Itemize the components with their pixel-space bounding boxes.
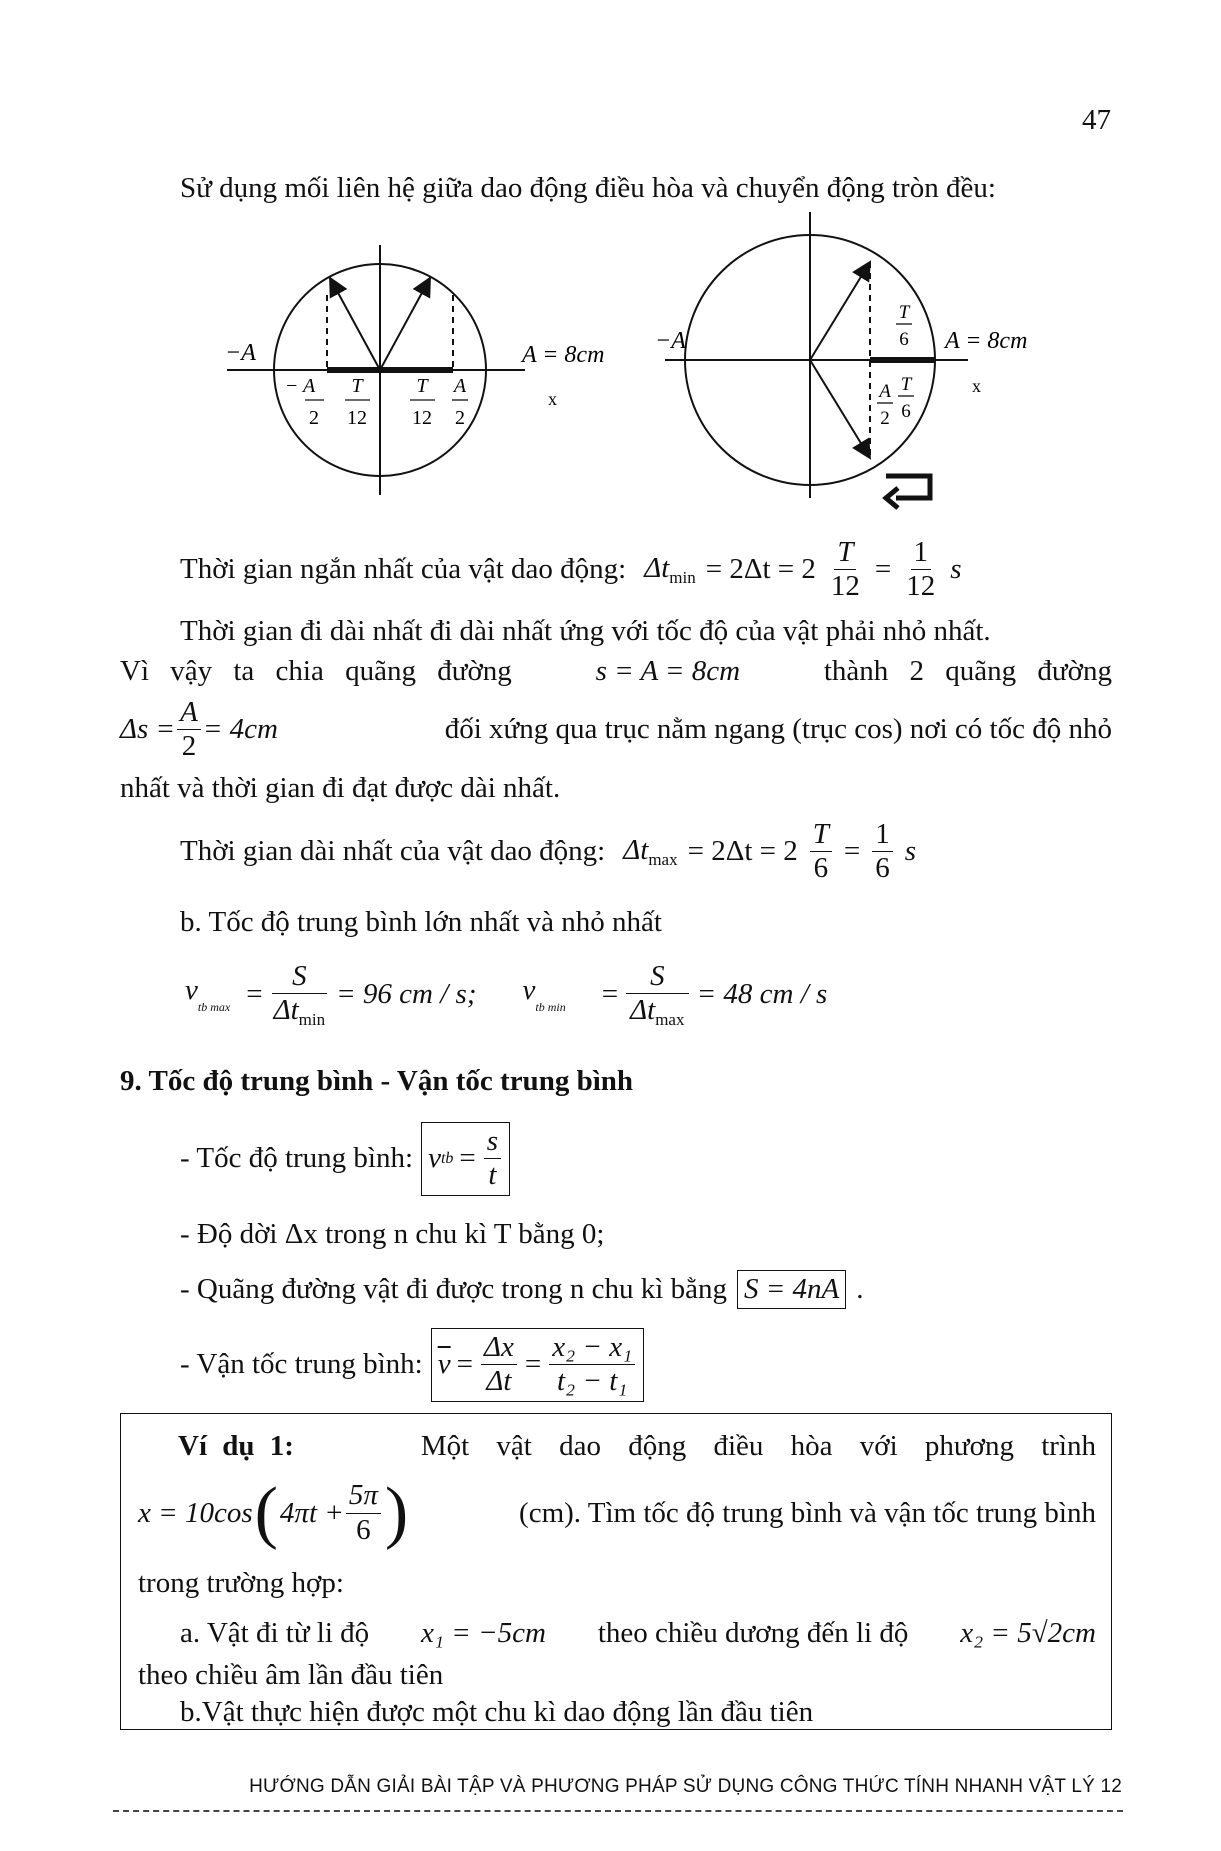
left-lbl-A-num: A [453,375,467,397]
vtb-v: v [428,1142,441,1175]
bullet-4-label: - Vận tốc trung bình: [180,1348,423,1381]
right-vector-up [810,262,870,360]
vtb-sub: tb [440,1149,454,1167]
para-long-3 [120,696,1112,764]
example-line2-rest: (cm). Tìm tốc độ trung bình và vận tốc trung bình [519,1496,1096,1529]
left-lbl-T-num: T [351,375,363,397]
ds-A: A [177,696,201,730]
vbar-box-formula: $\overline{v}$ = $\frac{\Delta x}{\Delta t}$ = $\frac{\text{x₂ − x₁}}{\text{t₂ − t₁}}$ [431,1328,644,1402]
shortest-dt: Δt [644,551,670,584]
example-part-a [180,1617,1096,1650]
longest-dt-sub: max [648,849,678,869]
shortest-time-row: Thời gian ngắn nhất của vật dao động: $\Delta t_{min}$ = 2Δt = 2 $\frac{T}{12}$ = $\frac{1}{12}$ s [180,536,962,603]
shortest-frac-1-12 [903,536,938,604]
vtb-frac [484,1125,501,1193]
longest-time-row: Thời gian dài nhất của vật dao động: $\Delta t_{max}$ = 2Δt = 2 $\frac{T}{6}$ = $\frac{1}{6}$ s [180,818,917,885]
example-eq-frac [346,1479,381,1547]
vmin-result: = 48 cm / s [696,978,828,1011]
section-title: 9. Tốc độ trung bình - Vận tốc trung bình [120,1065,634,1097]
para-long-2-text: Vì vậy ta chia quãng đường [120,655,512,687]
para-long-4: nhất và thời gian đi đạt được dài nhất. [120,772,561,804]
right-lbl-T-den: 6 [901,401,911,422]
left-pos-A-label: A = 8cm [522,342,605,368]
example-title: Ví dụ 1: [178,1430,294,1462]
left-lbl-A-den: 2 [455,407,465,429]
circle-diagrams [0,0,1221,520]
vmax-v: v [185,974,198,1007]
vbar-num: x₂ − x₁ [549,1331,635,1365]
left-vector-right [380,278,430,370]
vbar-den: t₂ − t₁ [557,1365,628,1398]
left-axis-x-label: x [548,389,557,409]
right-lbl-A-den: 2 [880,408,890,429]
ds-lhs: Δs = [120,713,176,746]
example-eq-lhs: x = 10cos [138,1496,253,1529]
longest-unit: s [904,835,917,868]
vmax-frac [271,960,329,1030]
example-part-a-line2: theo chiều âm lần đầu tiên [138,1659,444,1691]
example-a-x2: x₂ = 5√2cm [960,1617,1096,1649]
bullet-2: - Độ dời Δx trong n chu kì T bằng 0; [180,1218,605,1250]
vbar-frac-1 [481,1331,517,1399]
left-vector-left [330,278,380,370]
para-long-2 [120,655,1112,688]
vtb-t: t [488,1159,497,1192]
left-lbl-T2-num: T [416,375,428,397]
bullet-3-label: - Quãng đường vật đi được trong n chu kì bằng [180,1273,727,1305]
longest-dt: Δt [623,833,649,866]
vmin-dt-sub: max [655,1010,685,1030]
vmin-dt: Δt [630,994,656,1027]
right-pos-A-label: A = 8cm [945,328,1028,354]
longest-time-label: Thời gian dài nhất của vật dao động: [180,835,606,868]
left-neg-A-label: −A [225,340,256,366]
vtb-formulas: $v_{tb max}$ = $\frac{S}{\Delta t_{min}}$ = 96 cm / s; $v_{tb min}$ = $\frac{S}{\Delta t_{max}}$ = 48 cm / s [185,960,828,1030]
s-4na-box: S = 4nA [737,1270,846,1309]
bullet-1 [180,1122,510,1196]
vmin-sub: tb min [535,1000,566,1015]
right-vector-down [810,360,870,458]
longest-eq: = 2Δt = 2 [687,835,798,868]
bullet-4 [180,1328,644,1402]
vbar-dx: Δx [481,1331,517,1365]
intro-text: Sử dụng mối liên hệ giữa dao động điều hòa và chuyển động tròn đều: [180,172,996,204]
example-a-x1: x₁ = −5cm [421,1617,546,1649]
footer-dashed-line [113,1810,1123,1812]
shortest-12b: 12 [906,570,936,603]
shortest-unit: s [950,553,962,586]
shortest-frac-T12 [828,536,863,604]
example-equation-row: x = 10cos ( 4πt + $\frac{5\pi}{6}$ ) (cm). Tìm tốc độ trung bình và vận tốc trung bình [138,1474,1096,1551]
ds-rhs: = 4cm [202,713,278,746]
bullet-1-label: - Tốc độ trung bình: [180,1142,414,1175]
shortest-1: 1 [911,536,932,570]
footer-title: HƯỚNG DẪN GIẢI BÀI TẬP VÀ PHƯƠNG PHÁP SỬ DỤNG CÔNG THỨC TÍNH NHANH VẬT LÝ 12 [249,1776,1122,1797]
longest-1: 1 [872,818,893,852]
vtb-box-formula: v tb = $\frac{s}{t}$ [421,1122,510,1196]
bullet-3: - Quãng đường vật đi được trong n chu kì bằng S = 4nA . [180,1270,864,1309]
ds-2: 2 [181,730,197,763]
vmax-dt: Δt [273,994,299,1027]
right-neg-A-label: −A [655,328,686,354]
return-arrow-icon [886,476,930,508]
example-part-b: b.Vật thực hiện được một chu kì dao động lần đầu tiên [180,1696,814,1728]
ds-frac [177,696,201,764]
example-a-mid: theo chiều dương đến li độ [597,1617,909,1649]
longest-frac-1-6 [872,818,893,886]
example-eq-den: 6 [356,1513,371,1546]
right-lbl-T-num: T [900,374,912,395]
longest-6b: 6 [875,852,890,885]
vmin-S: S [626,960,689,994]
vbar-frac-2 [549,1331,635,1399]
shortest-time-label: Thời gian ngắn nhất của vật dao động: [180,553,627,586]
shortest-12a: 12 [830,570,860,603]
para-long-1: Thời gian đi dài nhất đi dài nhất ứng với tốc độ của vật phải nhỏ nhất. [180,615,991,647]
right-lbl-T6-den: 6 [899,329,909,350]
example-a-text: a. Vật đi từ li độ [180,1617,370,1649]
longest-6a: 6 [813,852,829,885]
vtb-s: s [484,1125,501,1159]
para-long-3-text: đối xứng qua trục nằm ngang (trục cos) nơi có tốc độ nhỏ [444,713,1112,746]
longest-T: T [810,818,832,852]
example-line-1 [138,1430,1096,1463]
vmax-result: = 96 cm / s; [336,978,477,1011]
right-lbl-A-num: A [879,381,891,402]
vmax-sub: tb max [197,1000,231,1015]
shortest-eq: = 2Δt = 2 [705,553,816,586]
vmax-S: S [272,960,327,994]
example-line-3: trong trường hợp: [138,1567,344,1599]
right-axis-x-label: x [972,376,981,396]
left-lbl-T-den: 12 [347,407,367,429]
vbar-dt: Δt [486,1365,512,1398]
part-b-text: b. Tốc độ trung bình lớn nhất và nhỏ nhất [180,906,662,938]
left-lbl-negA-num: − A [284,375,316,397]
vbar-v: $\overline{v}$ [437,1348,451,1381]
left-lbl-T2-den: 12 [412,407,432,429]
vmin-frac [626,960,689,1030]
example-eq-num: 5π [346,1479,381,1513]
vmin-v: v [522,974,536,1007]
page-number: 47 [1082,104,1111,136]
right-lbl-T6-num: T [898,302,910,323]
example-line1: Một vật dao động điều hòa với phương trình [420,1430,1096,1462]
example-eq-inner: 4πt + [279,1496,344,1529]
left-lbl-negA-den: 2 [309,407,319,429]
vmax-dt-sub: min [298,1010,326,1030]
left-circle-diagram [225,245,604,495]
shortest-T: T [834,536,856,570]
para-long-2-end: thành 2 quãng đường [823,655,1112,687]
para-long-2-math: s = A = 8cm [595,655,741,687]
right-circle-diagram [655,212,1027,508]
longest-frac-T6 [810,818,832,886]
shortest-dt-sub: min [669,567,696,587]
